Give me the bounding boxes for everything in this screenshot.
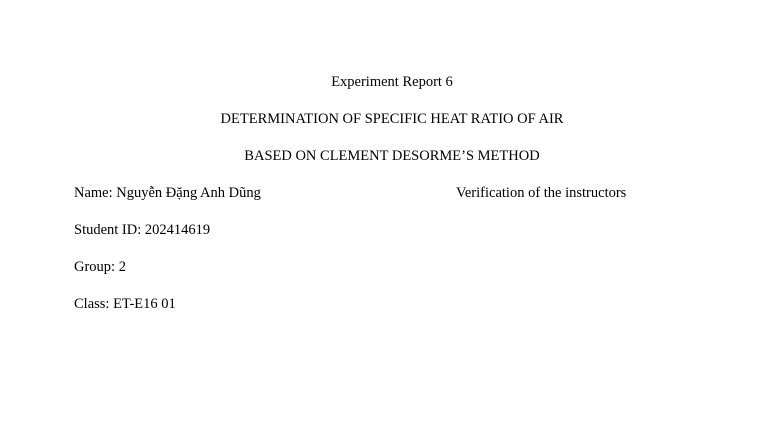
class-name: Class: ET-E16 01 [74, 296, 176, 312]
student-id: Student ID: 202414619 [74, 222, 211, 238]
group-number: Group: 2 [74, 259, 126, 275]
experiment-title: DETERMINATION OF SPECIFIC HEAT RATIO OF AIR [220, 111, 564, 127]
report-title: Experiment Report 6 [331, 74, 453, 90]
experiment-subtitle: BASED ON CLEMENT DESORME’S METHOD [244, 148, 540, 164]
instructor-verification-label: Verification of the instructors [456, 185, 627, 201]
student-name: Name: Nguyễn Đặng Anh Dũng [74, 185, 261, 201]
